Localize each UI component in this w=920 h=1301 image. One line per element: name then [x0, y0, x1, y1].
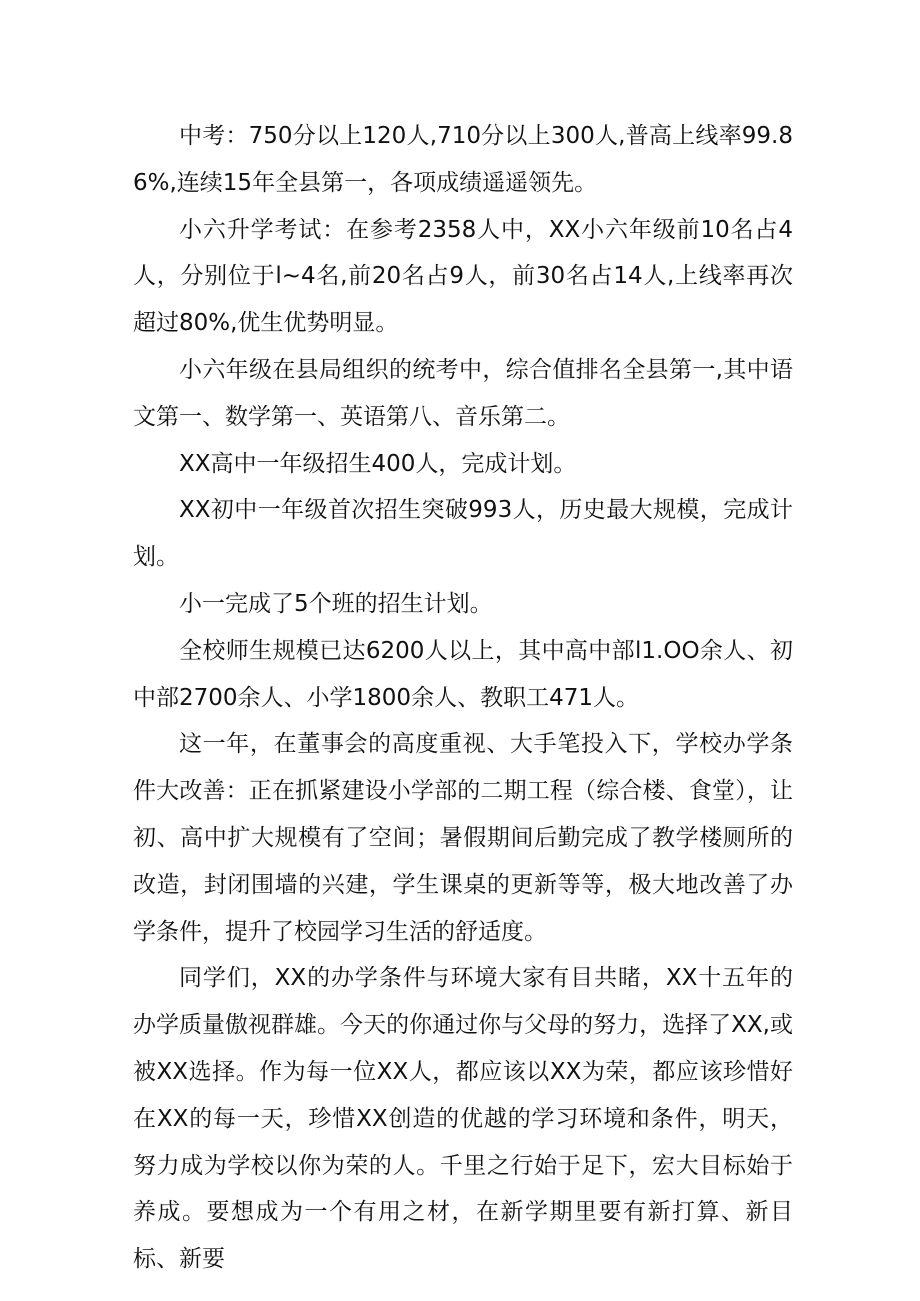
paragraph-school-scale: 全校师生规模已达6200人以上，其中高中部l1.OO余人、初中部2700余人、小学1800余人、教职工471人。 [133, 637, 793, 711]
paragraph-high-school-enrollment: XX高中一年级招生400人，完成计划。 [179, 450, 577, 477]
paragraph-facilities: 这一年，在董事会的高度重视、大手笔投入下，学校办学条件大改善：正在抓紧建设小学部的二期工程（综合楼、食堂），让初、高中扩大规模有了空间；暑假期间后勤完成了教学楼厕所的改造，封闭围墙的兴建，学生课桌的更新等等，极大地改善了办学条件，提升了校园学习生活的舒适度。 [133, 731, 793, 945]
paragraph-grade6-exam: 小六升学考试：在参考2358人中，XX小六年级前10名占4人，分别位于l~4名,前20名占9人，前30名占14人,上线率再次超过80%,优生优势明显。 [133, 216, 793, 337]
paragraph-middle-school-enrollment: XX初中一年级首次招生突破993人，历史最大规模，完成计划。 [133, 497, 793, 571]
paragraph-address-students: 同学们，XX的办学条件与环境大家有目共睹，XX十五年的办学质量傲视群雄。今天的你通过你与父母的努力，选择了XX,或被XX选择。作为每一位XX人，都应该以XX为荣，都应该珍惜好在XX的每一天，珍惜XX创造的优越的学习环境和条件，明天，努力成为学校以你为荣的人。千里之行始于足下，宏大目标始于养成。要想成为一个有用之材，在新学期里要有新打算、新目标、新要 [133, 965, 793, 1273]
paragraph-grade1-enrollment: 小一完成了5个班的招生计划。 [179, 590, 493, 617]
paragraph-exam-results: 中考：750分以上120人,710分以上300人,普高上线率99.86%,连续15年全县第一，各项成绩遥遥领先。 [133, 123, 793, 196]
document-body [133, 113, 793, 1283]
paragraph-county-ranking: 小六年级在县局组织的统考中，综合值排名全县第一,其中语文第一、数学第一、英语第八、音乐第二。 [133, 356, 793, 430]
